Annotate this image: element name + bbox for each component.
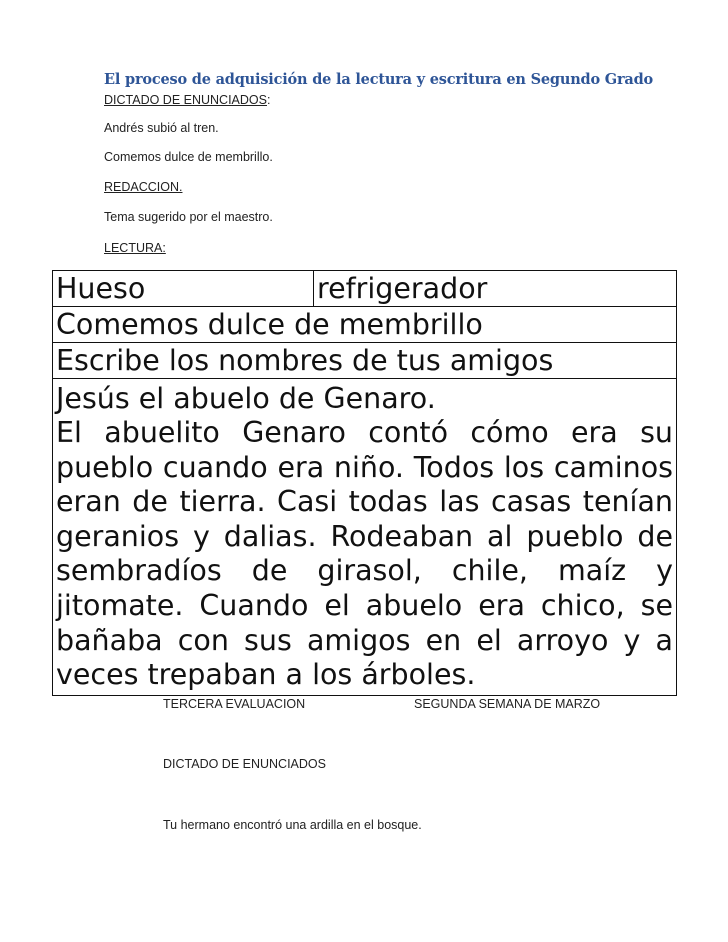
dictation-sentence-1: Andrés subió al tren.	[104, 121, 219, 135]
redaccion-text: Tema sugerido por el maestro.	[104, 210, 273, 224]
sentence-membrillo: Comemos dulce de membrillo	[53, 307, 677, 343]
story-body: El abuelito Genaro contó cómo era su pueblo cuando era niño. Todos los caminos eran de tierra. Casi todas las casas tenían geranios y dalias. Rodeaban al pueblo de sembradíos de girasol, chile, maíz y jitomate. Cuando el abuelo era chico, se bañaba con sus amigos en el arroyo y a veces trepaban a los árboles.	[56, 416, 673, 692]
table-row	[53, 379, 677, 696]
dictado-heading-line	[104, 93, 270, 107]
dictado-heading: DICTADO DE ENUNCIADOS	[104, 93, 267, 107]
reading-table	[52, 270, 677, 696]
week-label: SEGUNDA SEMANA DE MARZO	[414, 697, 601, 711]
dictado-colon: :	[266, 93, 271, 107]
footer-dictation-sentence: Tu hermano encontró una ardilla en el bosque.	[163, 818, 422, 832]
document-title: El proceso de adquisición de la lectura y escritura en Segundo Grado	[104, 71, 654, 88]
table-row	[53, 343, 677, 379]
dictation-sentence-2: Comemos dulce de membrillo.	[104, 150, 273, 164]
word-refrigerador: refrigerador	[314, 271, 677, 307]
footer-dictado-heading: DICTADO DE ENUNCIADOS	[163, 757, 326, 771]
redaccion-heading: REDACCION.	[104, 180, 183, 194]
lectura-heading: LECTURA:	[104, 241, 166, 255]
table-row	[53, 271, 677, 307]
story-title: Jesús el abuelo de Genaro.	[56, 382, 436, 415]
table-row	[53, 307, 677, 343]
evaluation-label: TERCERA EVALUACION	[163, 697, 306, 711]
word-hueso: Hueso	[53, 271, 314, 307]
story-cell	[53, 379, 677, 696]
instruction-amigos: Escribe los nombres de tus amigos	[53, 343, 677, 379]
